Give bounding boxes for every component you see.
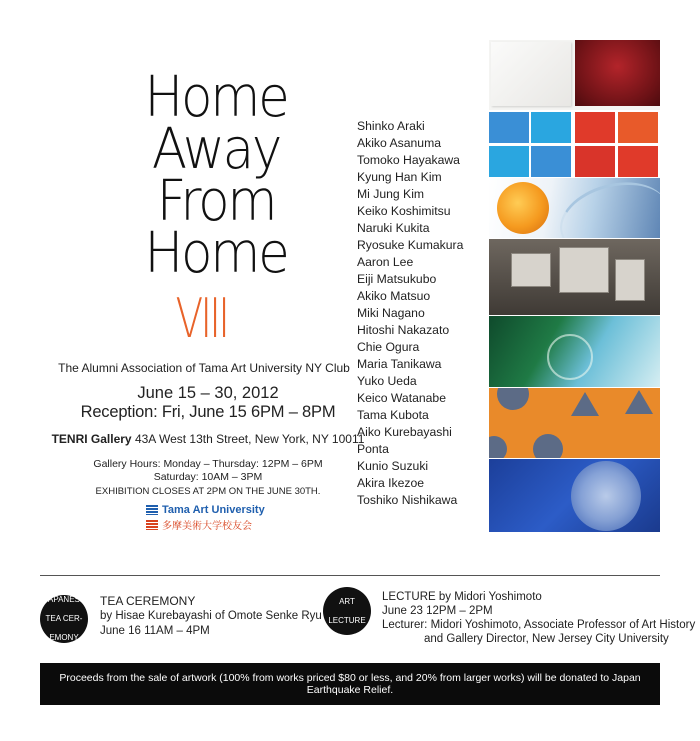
artist-name: Akiko Asanuma — [357, 136, 442, 150]
artist-name: Chie Ogura — [357, 340, 420, 354]
artwork-pop-portraits — [489, 112, 660, 178]
badge-line: EMONY — [49, 633, 79, 643]
artwork-blue-orb — [489, 459, 660, 532]
sun-shape — [497, 182, 549, 234]
portrait-tile — [489, 146, 529, 177]
title-line: Away — [151, 117, 281, 182]
badge-line: JAPANESE — [44, 595, 86, 605]
lecture-event — [382, 590, 695, 646]
wave-shape — [552, 178, 660, 238]
artwork-forest — [489, 316, 660, 387]
artwork-gallery — [489, 40, 660, 532]
artist-name: Ponta — [357, 442, 389, 456]
reception-time: Reception: Fri, June 15 6PM – 8PM — [80, 403, 336, 421]
title-line: From — [156, 169, 276, 234]
title-line: Home — [144, 221, 288, 286]
orb-shape — [571, 461, 641, 531]
artist-name: Kunio Suzuki — [357, 459, 429, 473]
tea-host: by Hisae Kurebayashi of Omote Senke Ryu — [100, 610, 322, 622]
badge-line: ART — [339, 596, 355, 606]
portrait-tile — [575, 146, 615, 177]
tama-logo-icon — [146, 505, 158, 515]
badge-line: TEA CER- — [45, 614, 83, 624]
lecture-heading: LECTURE by Midori Yoshimoto — [382, 591, 542, 603]
artist-name: Miki Nagano — [357, 306, 425, 320]
artist-name: Tomoko Hayakawa — [357, 153, 460, 167]
artist-name: Shinko Araki — [357, 119, 425, 133]
artist-name: Akira Ikezoe — [357, 476, 425, 490]
date-range: June 15 – 30, 2012 — [137, 384, 279, 402]
artist-name: Akiko Matsuo — [357, 289, 431, 303]
venue-name: TENRI Gallery — [51, 432, 132, 446]
donation-text: Proceeds from the sale of artwork (100% from works priced $80 or less, and 20% from larger works) will be donated to Japan Earthquake Relief. — [59, 672, 641, 696]
tea-ceremony-badge — [40, 595, 88, 643]
artist-name: Hitoshi Nakazato — [357, 323, 450, 337]
edition-numeral: VIII — [175, 287, 228, 350]
tree-shape — [547, 334, 593, 380]
badge-line: LECTURE — [328, 615, 366, 625]
hours-saturday: Saturday: 10AM – 3PM — [153, 470, 263, 483]
lecturer-info: Lecturer: Midori Yoshimoto, Associate Professor of Art History — [382, 619, 696, 631]
triangle-shape — [625, 390, 653, 414]
tea-time: June 16 11AM – 4PM — [100, 625, 210, 637]
tama-logo-english — [146, 504, 265, 516]
exhibition-dates — [40, 384, 376, 422]
triangle-shape — [571, 392, 599, 416]
lecture-time: June 23 12PM – 2PM — [382, 605, 493, 617]
artist-name: Maria Tanikawa — [357, 357, 442, 371]
artist-name: Naruki Kukita — [357, 221, 430, 235]
portrait-tile — [618, 112, 658, 143]
venue-address: 43A West 13th Street, New York, NY 10011 — [134, 432, 365, 446]
artist-name: Mi Jung Kim — [357, 187, 425, 201]
venue — [38, 432, 378, 446]
portrait-tile — [531, 112, 571, 143]
artwork-shapes — [489, 388, 660, 458]
tama-logo-red-icon — [146, 520, 158, 530]
structure-block — [511, 253, 551, 287]
artwork-paper-structure — [489, 239, 660, 315]
artist-name: Yuko Ueda — [357, 374, 417, 388]
artist-name: Kyung Han Kim — [357, 170, 442, 184]
portrait-tile — [618, 146, 658, 177]
tea-heading: TEA CEREMONY — [100, 594, 196, 608]
tama-logo-japanese — [146, 517, 252, 532]
divider — [40, 575, 660, 576]
logo-japanese-text: 多摩美術大学校友会 — [162, 521, 252, 532]
artist-name: Eiji Matsukubo — [357, 272, 437, 286]
portrait-tile — [575, 112, 615, 143]
circle-shape — [489, 436, 507, 458]
structure-block — [559, 247, 609, 293]
artist-name: Keico Watanabe — [357, 391, 446, 405]
artist-name: Tama Kubota — [357, 408, 429, 422]
red-canvas — [575, 40, 660, 106]
title-line: Home — [144, 65, 288, 130]
portrait-tile — [531, 146, 571, 177]
artist-name: Ryosuke Kumakura — [357, 238, 464, 252]
portrait-tile — [489, 112, 529, 143]
exhibition-title — [106, 65, 327, 286]
logo-english-text: Tama Art University — [162, 504, 265, 516]
artist-name: Keiko Koshimitsu — [357, 204, 451, 218]
hours-weekday: Gallery Hours: Monday – Thursday: 12PM – 6PM — [93, 458, 323, 470]
artwork-sun-wave — [489, 178, 660, 238]
artwork-canvases — [489, 40, 660, 110]
art-lecture-badge — [323, 587, 371, 635]
structure-block — [615, 259, 645, 301]
artist-name: Toshiko Nishikawa — [357, 493, 458, 507]
donation-banner — [40, 663, 660, 705]
gallery-hours — [80, 458, 336, 483]
closing-note: EXHIBITION CLOSES AT 2PM ON THE JUNE 30TH. — [95, 486, 321, 497]
white-canvas — [491, 42, 571, 106]
association-name: The Alumni Association of Tama Art University NY Club — [58, 361, 350, 375]
lecturer-info-cont: and Gallery Director, New Jersey City University — [424, 633, 669, 645]
artist-name: Aiko Kurebayashi — [357, 425, 452, 439]
circle-shape — [533, 434, 563, 458]
circle-shape — [497, 388, 529, 410]
artist-name: Aaron Lee — [357, 255, 414, 269]
artist-list — [357, 118, 463, 509]
tea-ceremony-event — [100, 594, 322, 639]
